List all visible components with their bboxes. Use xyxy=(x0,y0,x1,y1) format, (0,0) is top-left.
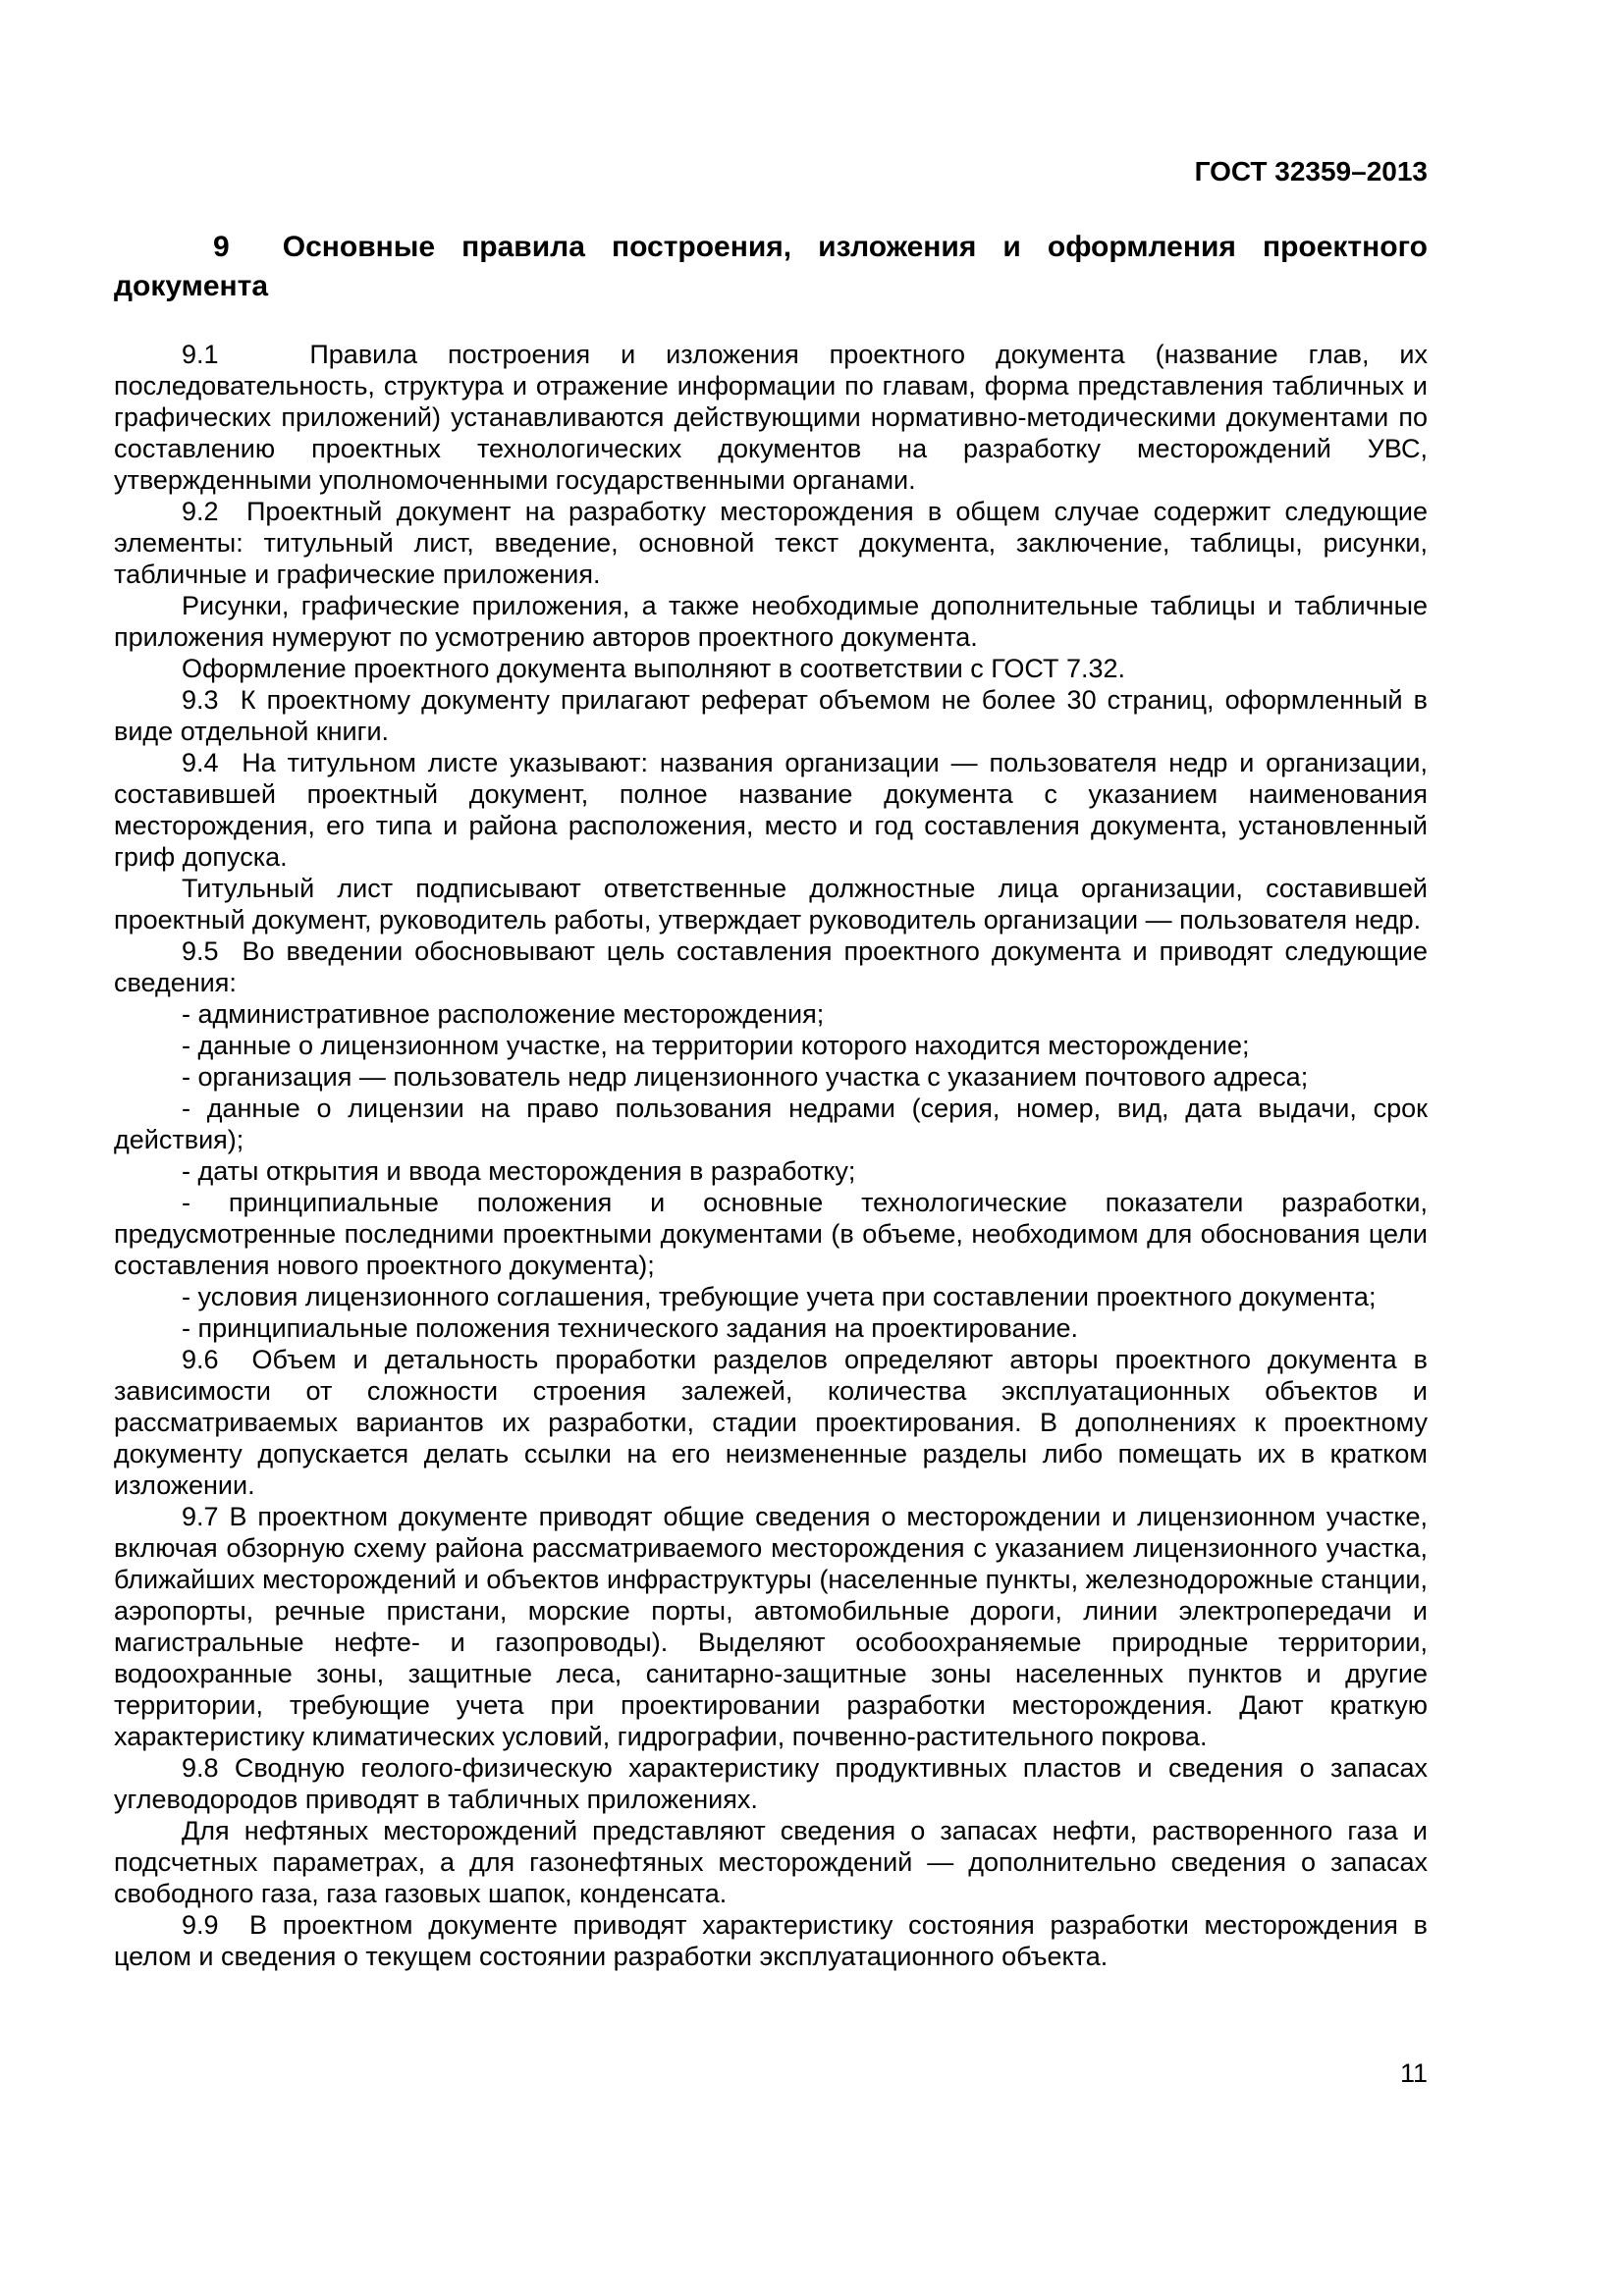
paragraph: Оформление проектного документа выполняют в соответствии с ГОСТ 7.32. xyxy=(182,654,1126,683)
clause-9-7: 9.7 В проектном документе приводят общие сведения о месторождении и лицензионном участке, включая обзорную схему района рассматриваемого месторождения с указанием лицензионного участка, ближайших месторождений и объектов инфраструктуры (населенные пункты, железнодорожные станции, аэропорты, речные пристани, морские порты, автомобильные дороги, линии электропередачи и магистральные нефте- и газопроводы). Выделяют особоохраняемые природные территории, водоохранные зоны, защитные леса, санитарно-защитные зоны населенных пунктов и другие территории, требующие учета при проектировании разработки месторождения. Дают краткую характеристику климатических условий, гидрографии, почвенно-растительного покрова. xyxy=(114,1502,1428,1751)
list-item: - организация — пользователь недр лицензионного участка с указанием почтового адреса; xyxy=(182,1062,1309,1092)
page-content xyxy=(114,157,1428,1972)
list-item: - данные о лицензии на право пользования недрами (серия, номер, вид, дата выдачи, срок действия); xyxy=(114,1094,1428,1154)
list-item: - принципиальные положения и основные технологические показатели разработки, предусмотренные последними проектными документами (в объеме, необходимом для обоснования цели составления нового проектного документа); xyxy=(114,1188,1428,1280)
clause-9-4: 9.4 На титульном листе указывают: названия организации — пользователя недр и организации, составившей проектный документ, полное название документа с указанием наименования месторождения, его типа и района расположения, место и год составления документа, установленный гриф допуска. xyxy=(114,748,1428,872)
clause-9-2: 9.2 Проектный документ на разработку месторождения в общем случае содержит следующие элементы: титульный лист, введение, основной текст документа, заключение, таблицы, рисунки, табличные и графические приложения. xyxy=(114,497,1428,589)
clause-9-6: 9.6 Объем и детальность проработки разделов определяют авторы проектного документа в зависимости от сложности строения залежей, количества эксплуатационных объектов и рассматриваемых вариантов их разработки, стадии проектирования. В дополнениях к проектному документу допускается делать ссылки на его неизмененные разделы либо помещать их в кратком изложении. xyxy=(114,1345,1428,1500)
clause-9-3: 9.3 К проектному документу прилагают реферат объемом не более 30 страниц, оформленный в виде отдельной книги. xyxy=(114,685,1428,746)
list-item: - административное расположение месторождения; xyxy=(182,999,825,1029)
document-code: ГОСТ 32359–2013 xyxy=(1194,156,1428,187)
list-item: - принципиальные положения технического задания на проектирование. xyxy=(182,1313,1079,1343)
list-item: - даты открытия и ввода месторождения в разработку; xyxy=(182,1156,856,1186)
clause-9-5: 9.5 Во введении обосновывают цель составления проектного документа и приводят следующие сведения: xyxy=(114,936,1428,997)
paragraph: Для нефтяных месторождений представляют сведения о запасах нефти, растворенного газа и подсчетных параметрах, а для газонефтяных месторождений — дополнительно сведения о запасах свободного газа, газа газовых шапок, конденсата. xyxy=(114,1816,1428,1908)
paragraph: Титульный лист подписывают ответственные должностные лица организации, составившей проектный документ, руководитель работы, утверждает руководитель организации — пользователя недр. xyxy=(114,874,1428,934)
clause-9-8: 9.8 Сводную геолого-физическую характеристику продуктивных пластов и сведения о запасах углеводородов приводят в табличных приложениях. xyxy=(114,1753,1428,1814)
section-heading: 9 Основные правила построения, изложения и оформления проектного документа xyxy=(114,231,1428,302)
page-number: 11 xyxy=(1399,2058,1428,2088)
list-item: - условия лицензионного соглашения, требующие учета при составлении проектного документа; xyxy=(182,1282,1377,1311)
paragraph: Рисунки, графические приложения, а также необходимые дополнительные таблицы и табличные приложения нумеруют по усмотрению авторов проектного документа. xyxy=(114,591,1428,652)
clause-9-1: 9.1 Правила построения и изложения проектного документа (название глав, их последовательность, структура и отражение информации по главам, форма представления табличных и графических приложений) устанавливаются действующими нормативно-методическими документами по составлению проектных технологических документов на разработку месторождений УВС, утвержденными уполномоченными государственными органами. xyxy=(114,340,1428,495)
section-body xyxy=(114,339,1428,1972)
clause-9-9: 9.9 В проектном документе приводят характеристику состояния разработки месторождения в целом и сведения о текущем состоянии разработки эксплуатационного объекта. xyxy=(114,1910,1428,1971)
list-item: - данные о лицензионном участке, на территории которого находится месторождение; xyxy=(182,1031,1250,1060)
